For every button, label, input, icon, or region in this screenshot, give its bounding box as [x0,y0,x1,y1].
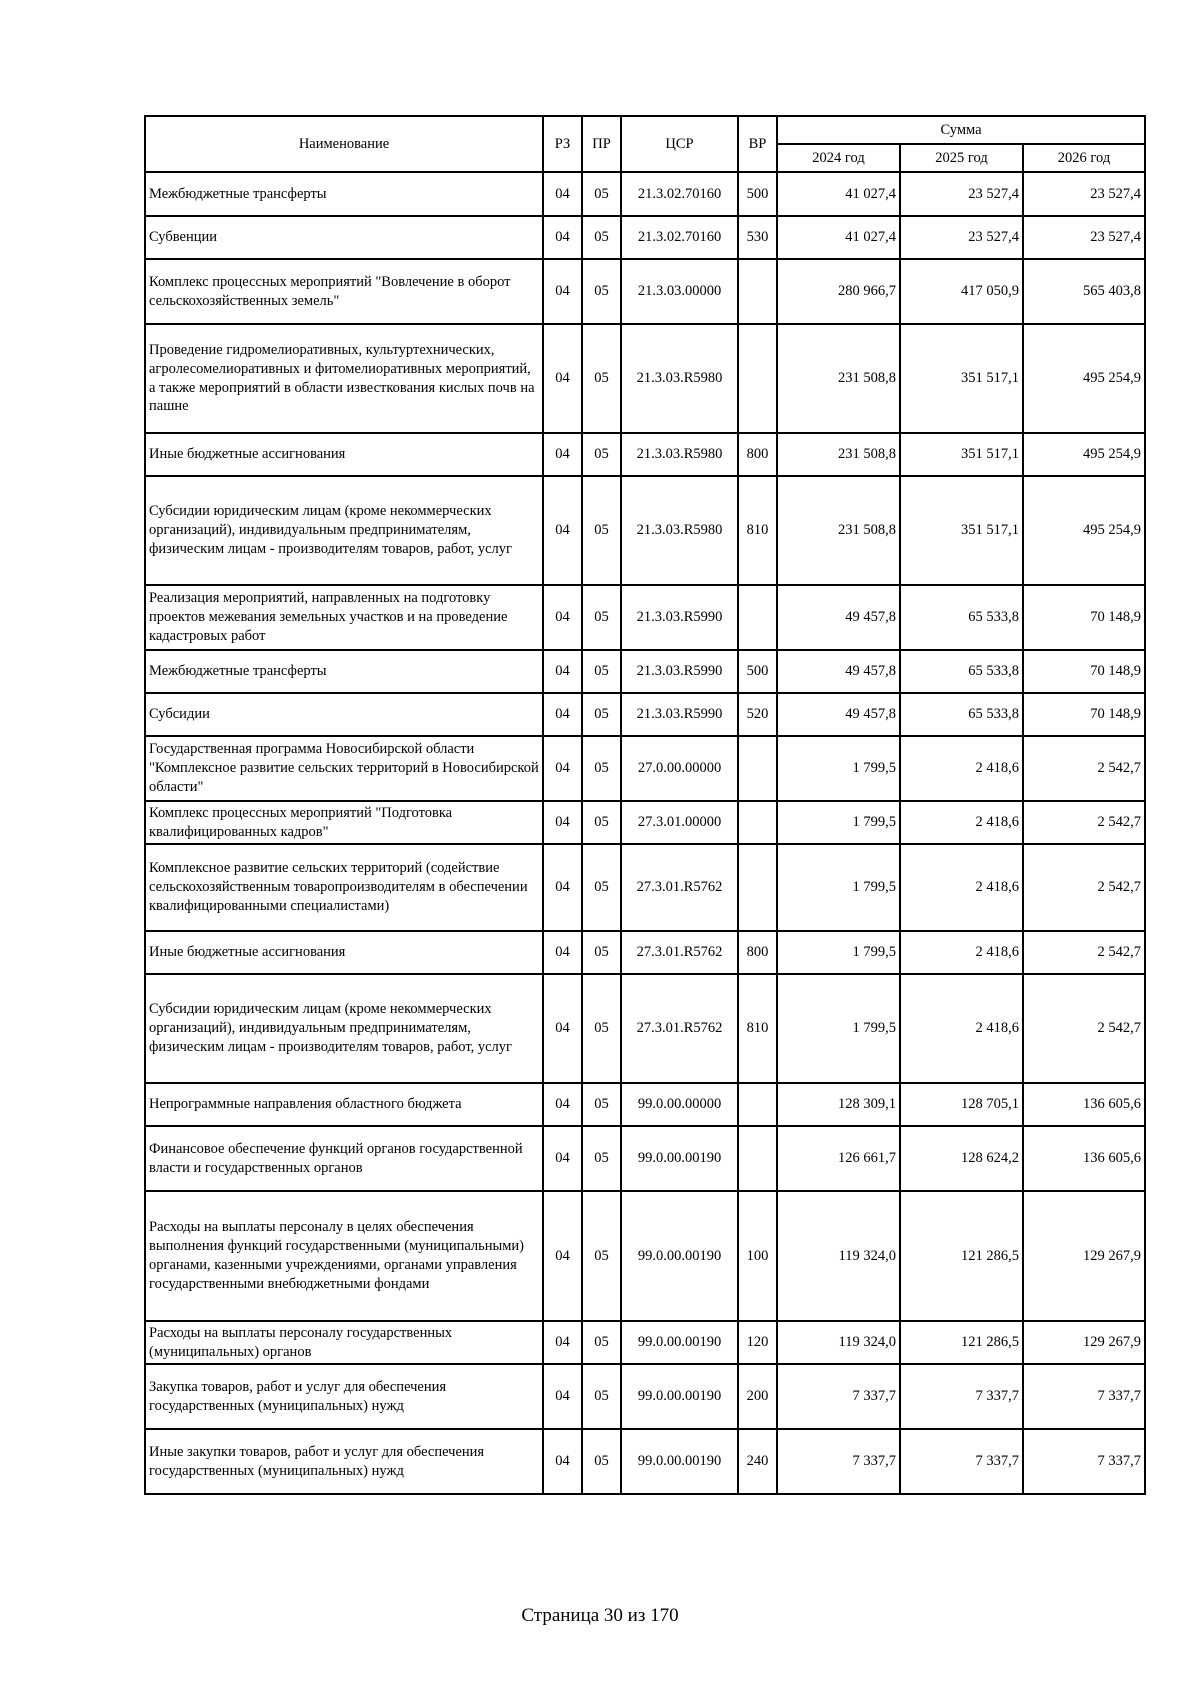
cell-y2026: 495 254,9 [1023,433,1145,476]
cell-vr [738,259,777,324]
cell-csr: 21.3.03.R5980 [621,433,738,476]
cell-rz: 04 [543,650,582,693]
cell-y2026: 2 542,7 [1023,974,1145,1083]
page-number: Страница 30 из 170 [521,1605,679,1626]
cell-pr: 05 [582,1191,621,1321]
cell-y2024: 1 799,5 [777,931,900,974]
cell-vr: 810 [738,974,777,1083]
cell-name: Закупка товаров, работ и услуг для обеспечения государственных (муниципальных) нужд [145,1364,543,1429]
cell-vr [738,801,777,844]
cell-vr [738,1126,777,1191]
cell-vr [738,585,777,650]
cell-y2025: 65 533,8 [900,585,1023,650]
cell-y2026: 129 267,9 [1023,1191,1145,1321]
cell-rz: 04 [543,1364,582,1429]
cell-y2025: 128 624,2 [900,1126,1023,1191]
cell-name: Комплекс процессных мероприятий "Вовлечение в оборот сельскохозяйственных земель" [145,259,543,324]
table-row [145,1083,1145,1126]
cell-csr: 21.3.02.70160 [621,172,738,216]
cell-name: Проведение гидромелиоративных, культуртехнических, агролесомелиоративных и фитомелиоративных мероприятий, а также мероприятий в области известкования кислых почв на пашне [145,324,543,433]
cell-y2025: 121 286,5 [900,1321,1023,1364]
table-row [145,1126,1145,1191]
cell-y2025: 65 533,8 [900,650,1023,693]
cell-y2026: 2 542,7 [1023,736,1145,801]
cell-rz: 04 [543,1191,582,1321]
cell-y2026: 129 267,9 [1023,1321,1145,1364]
cell-y2026: 7 337,7 [1023,1364,1145,1429]
table-header [145,116,1145,172]
cell-y2025: 351 517,1 [900,324,1023,433]
cell-pr: 05 [582,931,621,974]
cell-y2025: 7 337,7 [900,1364,1023,1429]
table-row [145,974,1145,1083]
cell-y2025: 2 418,6 [900,736,1023,801]
cell-y2024: 126 661,7 [777,1126,900,1191]
cell-name: Межбюджетные трансферты [145,172,543,216]
cell-vr: 800 [738,433,777,476]
table-row [145,1321,1145,1364]
cell-y2024: 49 457,8 [777,693,900,736]
cell-vr: 800 [738,931,777,974]
cell-csr: 21.3.02.70160 [621,216,738,259]
cell-y2025: 2 418,6 [900,974,1023,1083]
cell-y2024: 7 337,7 [777,1364,900,1429]
cell-csr: 21.3.03.R5980 [621,324,738,433]
cell-y2025: 351 517,1 [900,476,1023,585]
cell-y2025: 128 705,1 [900,1083,1023,1126]
cell-y2024: 231 508,8 [777,324,900,433]
cell-csr: 99.0.00.00190 [621,1429,738,1494]
cell-name: Финансовое обеспечение функций органов государственной власти и государственных органов [145,1126,543,1191]
cell-csr: 99.0.00.00190 [621,1321,738,1364]
cell-csr: 27.3.01.R5762 [621,844,738,931]
cell-y2024: 1 799,5 [777,736,900,801]
cell-vr [738,736,777,801]
cell-name: Реализация мероприятий, направленных на подготовку проектов межевания земельных участков и на проведение кадастровых работ [145,585,543,650]
table-row [145,801,1145,844]
cell-rz: 04 [543,324,582,433]
cell-pr: 05 [582,1364,621,1429]
cell-y2025: 2 418,6 [900,844,1023,931]
cell-name: Непрограммные направления областного бюджета [145,1083,543,1126]
cell-name: Расходы на выплаты персоналу государственных (муниципальных) органов [145,1321,543,1364]
cell-csr: 27.3.01.R5762 [621,931,738,974]
cell-y2026: 70 148,9 [1023,585,1145,650]
cell-pr: 05 [582,476,621,585]
cell-pr: 05 [582,259,621,324]
cell-y2025: 23 527,4 [900,172,1023,216]
cell-y2024: 49 457,8 [777,650,900,693]
cell-csr: 21.3.03.00000 [621,259,738,324]
cell-y2024: 231 508,8 [777,476,900,585]
cell-rz: 04 [543,433,582,476]
cell-pr: 05 [582,216,621,259]
header-year-2026: 2026 год [1023,144,1145,172]
cell-name: Субвенции [145,216,543,259]
cell-y2025: 417 050,9 [900,259,1023,324]
cell-pr: 05 [582,324,621,433]
cell-pr: 05 [582,736,621,801]
cell-rz: 04 [543,736,582,801]
cell-y2025: 2 418,6 [900,931,1023,974]
cell-y2024: 1 799,5 [777,844,900,931]
header-rz: РЗ [543,116,582,172]
cell-y2024: 1 799,5 [777,801,900,844]
header-year-2024: 2024 год [777,144,900,172]
cell-y2026: 2 542,7 [1023,931,1145,974]
cell-vr: 530 [738,216,777,259]
cell-pr: 05 [582,1429,621,1494]
cell-pr: 05 [582,1126,621,1191]
cell-name: Межбюджетные трансферты [145,650,543,693]
budget-table [144,115,1146,1495]
table-row [145,931,1145,974]
cell-y2024: 119 324,0 [777,1321,900,1364]
cell-vr: 810 [738,476,777,585]
cell-name: Субсидии [145,693,543,736]
cell-csr: 27.3.01.R5762 [621,974,738,1083]
table-row [145,693,1145,736]
cell-vr: 500 [738,172,777,216]
cell-pr: 05 [582,801,621,844]
cell-y2025: 2 418,6 [900,801,1023,844]
cell-name: Комплексное развитие сельских территорий (содействие сельскохозяйственным товаропроизводителям в обеспечении квалифицированными специалистами) [145,844,543,931]
header-pr: ПР [582,116,621,172]
table-row [145,1191,1145,1321]
cell-name: Расходы на выплаты персоналу в целях обеспечения выполнения функций государственными (муниципальными) органами, казенными учреждениями, органами управления государственными внебюджетными фондами [145,1191,543,1321]
cell-vr: 520 [738,693,777,736]
table-row [145,1364,1145,1429]
table-row [145,172,1145,216]
cell-vr: 200 [738,1364,777,1429]
table-row [145,216,1145,259]
cell-pr: 05 [582,693,621,736]
header-sum: Сумма [777,116,1145,144]
cell-pr: 05 [582,1321,621,1364]
cell-y2024: 280 966,7 [777,259,900,324]
table-row [145,736,1145,801]
table-row [145,433,1145,476]
cell-csr: 99.0.00.00190 [621,1191,738,1321]
cell-y2024: 231 508,8 [777,433,900,476]
cell-name: Субсидии юридическим лицам (кроме некоммерческих организаций), индивидуальным предпринимателям, физическим лицам - производителям товаров, работ, услуг [145,476,543,585]
cell-vr: 120 [738,1321,777,1364]
table-row [145,650,1145,693]
cell-y2024: 119 324,0 [777,1191,900,1321]
header-year-2025: 2025 год [900,144,1023,172]
cell-y2025: 7 337,7 [900,1429,1023,1494]
cell-y2026: 565 403,8 [1023,259,1145,324]
cell-csr: 27.0.00.00000 [621,736,738,801]
table-row [145,476,1145,585]
cell-vr [738,1083,777,1126]
cell-y2024: 41 027,4 [777,172,900,216]
cell-vr: 500 [738,650,777,693]
cell-y2026: 70 148,9 [1023,693,1145,736]
cell-y2026: 136 605,6 [1023,1083,1145,1126]
cell-pr: 05 [582,650,621,693]
cell-vr: 240 [738,1429,777,1494]
table-row [145,259,1145,324]
cell-y2026: 136 605,6 [1023,1126,1145,1191]
cell-rz: 04 [543,931,582,974]
cell-rz: 04 [543,476,582,585]
cell-name: Субсидии юридическим лицам (кроме некоммерческих организаций), индивидуальным предпринимателям, физическим лицам - производителям товаров, работ, услуг [145,974,543,1083]
cell-pr: 05 [582,433,621,476]
header-vr: ВР [738,116,777,172]
cell-rz: 04 [543,172,582,216]
cell-rz: 04 [543,216,582,259]
cell-y2026: 23 527,4 [1023,172,1145,216]
cell-csr: 99.0.00.00190 [621,1364,738,1429]
cell-csr: 27.3.01.00000 [621,801,738,844]
cell-vr [738,844,777,931]
cell-pr: 05 [582,1083,621,1126]
cell-rz: 04 [543,693,582,736]
cell-csr: 99.0.00.00190 [621,1126,738,1191]
cell-name: Иные закупки товаров, работ и услуг для обеспечения государственных (муниципальных) нужд [145,1429,543,1494]
cell-rz: 04 [543,1083,582,1126]
cell-csr: 21.3.03.R5990 [621,650,738,693]
cell-rz: 04 [543,585,582,650]
cell-name: Комплекс процессных мероприятий "Подготовка квалифицированных кадров" [145,801,543,844]
cell-rz: 04 [543,1429,582,1494]
header-name: Наименование [145,116,543,172]
cell-csr: 99.0.00.00000 [621,1083,738,1126]
cell-y2026: 70 148,9 [1023,650,1145,693]
cell-name: Государственная программа Новосибирской области "Комплексное развитие сельских территорий в Новосибирской области" [145,736,543,801]
cell-y2026: 495 254,9 [1023,476,1145,585]
cell-vr: 100 [738,1191,777,1321]
table-row [145,844,1145,931]
cell-rz: 04 [543,974,582,1083]
cell-y2026: 2 542,7 [1023,844,1145,931]
cell-csr: 21.3.03.R5990 [621,693,738,736]
cell-y2025: 121 286,5 [900,1191,1023,1321]
cell-y2025: 23 527,4 [900,216,1023,259]
cell-vr [738,324,777,433]
cell-rz: 04 [543,1321,582,1364]
cell-rz: 04 [543,801,582,844]
cell-y2024: 49 457,8 [777,585,900,650]
table-row [145,324,1145,433]
cell-pr: 05 [582,585,621,650]
cell-rz: 04 [543,844,582,931]
header-csr: ЦСР [621,116,738,172]
cell-y2026: 495 254,9 [1023,324,1145,433]
cell-csr: 21.3.03.R5990 [621,585,738,650]
cell-y2024: 1 799,5 [777,974,900,1083]
cell-y2025: 65 533,8 [900,693,1023,736]
cell-pr: 05 [582,974,621,1083]
cell-y2024: 7 337,7 [777,1429,900,1494]
cell-rz: 04 [543,1126,582,1191]
cell-y2024: 41 027,4 [777,216,900,259]
table-row [145,585,1145,650]
cell-rz: 04 [543,259,582,324]
cell-pr: 05 [582,172,621,216]
cell-name: Иные бюджетные ассигнования [145,433,543,476]
cell-pr: 05 [582,844,621,931]
cell-y2024: 128 309,1 [777,1083,900,1126]
cell-y2026: 23 527,4 [1023,216,1145,259]
table-body [145,172,1145,1494]
cell-y2026: 2 542,7 [1023,801,1145,844]
table-row [145,1429,1145,1494]
cell-y2025: 351 517,1 [900,433,1023,476]
cell-csr: 21.3.03.R5980 [621,476,738,585]
cell-y2026: 7 337,7 [1023,1429,1145,1494]
cell-name: Иные бюджетные ассигнования [145,931,543,974]
